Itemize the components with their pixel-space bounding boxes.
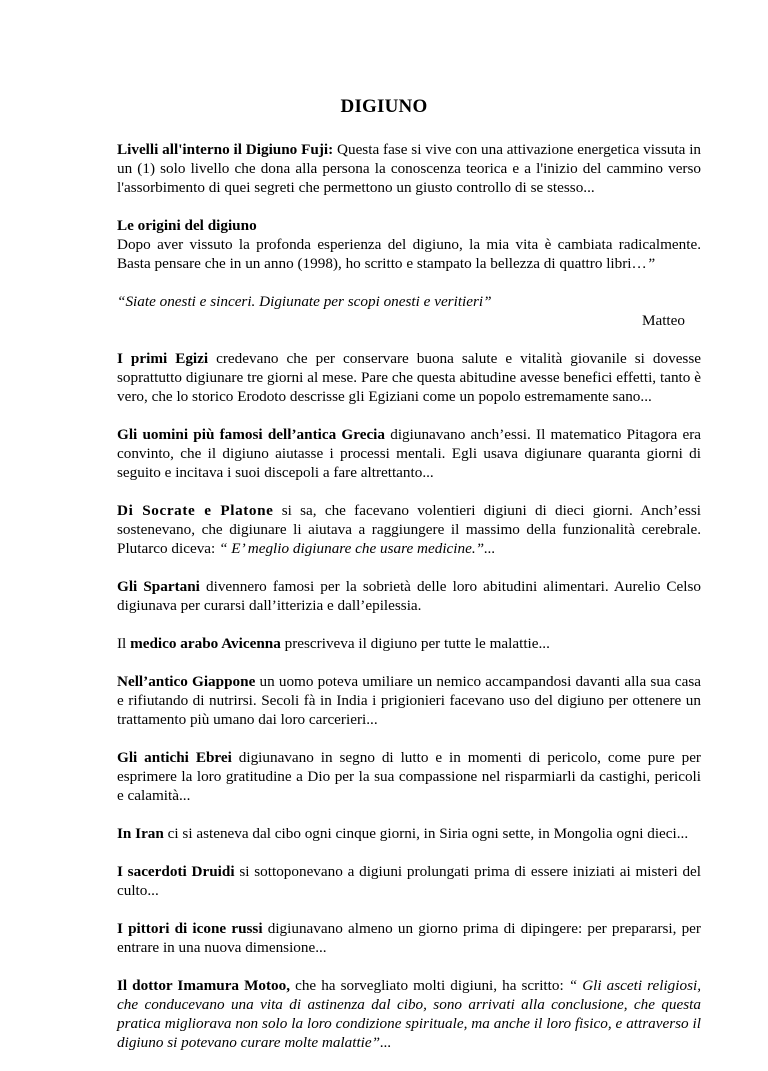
paragraph-italic: “ E’ meglio digiunare che usare medicine.”... — [219, 540, 496, 557]
paragraph-socrate — [117, 501, 701, 558]
paragraph-lead: In Iran — [117, 825, 164, 842]
paragraph-grecia — [117, 425, 701, 482]
paragraph-lead: Livelli all'interno il Digiuno Fuji: — [117, 141, 334, 158]
paragraph-prefix: Il — [117, 635, 131, 652]
paragraph-pittori — [117, 919, 701, 957]
paragraph-spartani — [117, 577, 701, 615]
paragraph-ebrei — [117, 748, 701, 805]
paragraph-druidi — [117, 862, 701, 900]
paragraph-text: digiunavano anch’essi. Il matematico Pitagora era convinto, che il digiuno aiutasse i processi mentali. Egli usava digiunare quaranta giorni di seguito e incitava i suoi discepoli a fare altrettanto... — [117, 426, 701, 481]
paragraph-text: ci si asteneva dal cibo ogni cinque giorni, in Siria ogni sette, in Mongolia ogni dieci... — [163, 825, 689, 842]
paragraph-text: si sa, che facevano volentieri digiuni di dieci giorni. Anch’essi sostenevano, che digiunare li aiutava a raggiungere il massimo della funzionalità cerebrale. Plutarco diceva: — [117, 502, 701, 557]
paragraph-text: credevano che per conservare buona salute e vitalità giovanile si dovesse soprattutto digiunare tre giorni al mese. Pare che questa abitudine avesse benefici effetti, tanto è vero, che lo storico Erodoto descrisse gli Egiziani come un popolo estremamente sano... — [117, 350, 701, 405]
paragraph-livelli — [117, 140, 701, 197]
paragraph-lead: I primi Egizi — [117, 350, 209, 367]
paragraph-text: prescriveva il digiuno per tutte le malattie... — [280, 635, 550, 652]
section-heading: Le origini del digiuno — [117, 217, 257, 234]
paragraph-text: che ha sorvegliato molti digiuni, ha scritto: — [290, 977, 569, 994]
paragraph-egizi — [117, 349, 701, 406]
paragraph-imamura — [117, 976, 701, 1052]
paragraph-lead: Nell’antico Giappone — [117, 673, 256, 690]
paragraph-lead: Di Socrate e Platone — [117, 502, 274, 519]
paragraph-text: Dopo aver vissuto la profonda esperienza del digiuno, la mia vita è cambiata radicalmente. Basta pensare che in un anno (1998), ho scritto e stampato la bellezza di quattro libri… — [117, 236, 701, 272]
paragraph-text: digiunavano almeno un giorno prima di dipingere: per prepararsi, per entrare in una nuova dimensione... — [117, 920, 701, 956]
closing-quote-mark: ” — [646, 255, 656, 272]
paragraph-lead: I pittori di icone russi — [117, 920, 263, 937]
paragraph-avicenna — [117, 634, 701, 653]
paragraph-iran — [117, 824, 701, 843]
paragraph-giappone — [117, 672, 701, 729]
paragraph-lead: medico arabo Avicenna — [130, 635, 281, 652]
paragraph-lead: Gli uomini più famosi dell’antica Grecia — [117, 426, 385, 443]
paragraph-text: digiunavano in segno di lutto e in momenti di pericolo, come pure per esprimere la loro gratitudine a Dio per la sua compassione nel risparmiarli da castighi, pericoli e calamità... — [117, 749, 701, 804]
document-title: DIGIUNO — [340, 96, 428, 117]
paragraph-text: un uomo poteva umiliare un nemico accampandosi davanti alla sua casa e rifiutando di nutrirsi. Secoli fà in India i prigionieri facevano uso del digiuno per ottenere un trattamento più umano dai loro carcerieri... — [117, 673, 701, 728]
paragraph-italic: “ Gli asceti religiosi, che conducevano una vita di astinenza dal cibo, sono arrivati alla conclusione, che questa pratica migliorava non solo la loro condizione spirituale, ma anche il loro fisico, e attraverso il digiuno si potevano curare molte malattie”... — [117, 977, 701, 1051]
quote-author: Matteo — [641, 312, 685, 329]
paragraph-lead: I sacerdoti Druidi — [117, 863, 235, 880]
quote-text: “Siate onesti e sinceri. Digiunate per scopi onesti e veritieri” — [117, 293, 492, 310]
paragraph-lead: Gli antichi Ebrei — [117, 749, 232, 766]
paragraph-text: Questa fase si vive con una attivazione energetica vissuta in un (1) solo livello che dona alla persona la conoscenza teorica e a l'inizio del cammino verso l'assorbimento di quei segreti che permettono un giusto controllo di se stesso... — [117, 141, 702, 196]
paragraph-origini — [117, 216, 701, 273]
document-body — [117, 140, 701, 1071]
paragraph-text: si sottoponevano a digiuni prolungati prima di essere iniziati ai misteri del culto... — [117, 863, 702, 899]
paragraph-lead: Gli Spartani — [117, 578, 200, 595]
paragraph-lead: Il dottor Imamura Motoo, — [117, 977, 291, 994]
paragraph-text: divennero famosi per la sobrietà delle loro abitudini alimentari. Aurelio Celso digiunava per curarsi dall’itterizia e dall’epilessia. — [117, 578, 701, 614]
